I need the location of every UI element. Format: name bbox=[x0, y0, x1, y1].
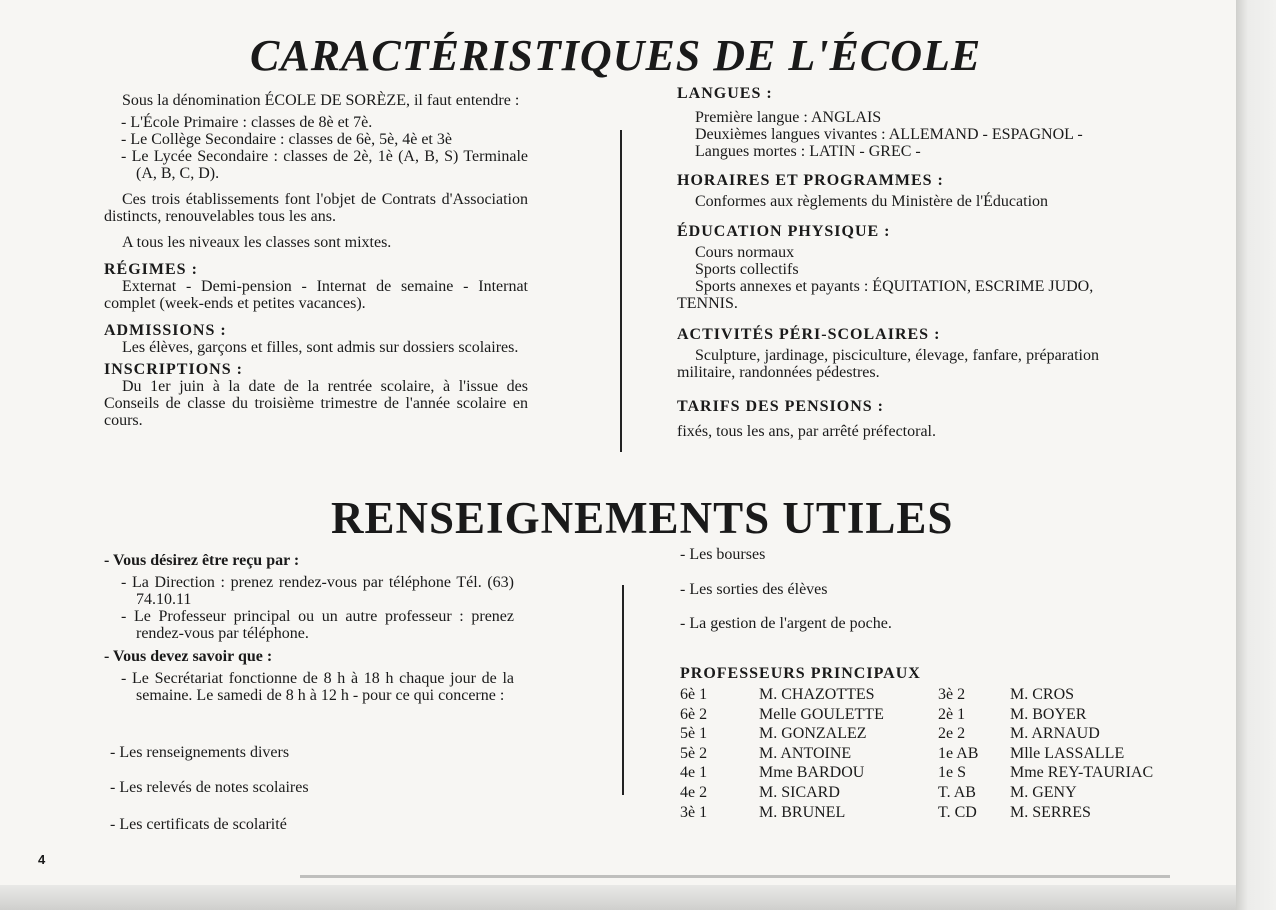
class-cell: 3è 2 bbox=[938, 686, 966, 703]
class-cell: 5è 1 bbox=[680, 725, 708, 743]
admissions-heading: ADMISSIONS : bbox=[104, 322, 227, 339]
teacher-cell: M. CROS bbox=[1010, 686, 1075, 703]
education-line3: Sports annexes et payants : ÉQUITATION, ESCRIME JUDO, TENNIS. bbox=[677, 278, 1094, 312]
intro-lead: Sous la dénomination ÉCOLE DE SORÈZE, il faut entendre : bbox=[122, 92, 520, 109]
teacher-cell: Mme REY-TAURIAC bbox=[1010, 764, 1154, 782]
list-item: - Les bourses bbox=[680, 546, 766, 563]
mixed-text: A tous les niveaux les classes sont mixtes. bbox=[122, 234, 392, 251]
education-line1: Cours normaux bbox=[695, 244, 795, 261]
regimes-text: Externat - Demi-pension - Internat de semaine - Internat complet (week-ends et petites vacances). bbox=[104, 278, 528, 312]
scan-smear bbox=[300, 875, 1170, 878]
contact-info bbox=[104, 552, 514, 704]
class-cell: 2e 2 bbox=[938, 725, 966, 743]
class-cell: T. CD bbox=[938, 803, 977, 821]
class-cell: 5è 2 bbox=[680, 744, 708, 762]
teacher-cell: M. GENY bbox=[1010, 783, 1077, 801]
teacher-cell: M. CHAZOTTES bbox=[759, 686, 875, 703]
class-cell: T. AB bbox=[938, 783, 976, 801]
activites-text: Sculpture, jardinage, pisciculture, élevage, fanfare, préparation militaire, randonnées pédestres. bbox=[677, 347, 1099, 381]
list-item: - Les certificats de scolarité bbox=[110, 816, 287, 833]
class-cell: 4e 2 bbox=[680, 783, 708, 801]
class-cell: 2è 1 bbox=[938, 705, 966, 723]
class-cell: 3è 1 bbox=[680, 803, 708, 821]
inscriptions-text: Du 1er juin à la date de la rentrée scolaire, à l'issue des Conseils de classe du troisième trimestre de l'année scolaire en cours. bbox=[104, 378, 528, 429]
list-item: - La gestion de l'argent de poche. bbox=[680, 615, 892, 632]
table-row bbox=[680, 725, 1100, 745]
page-number: 4 bbox=[38, 852, 46, 867]
teacher-cell: M. SERRES bbox=[1010, 803, 1091, 821]
horaires-heading: HORAIRES ET PROGRAMMES : bbox=[677, 172, 944, 189]
education-line2: Sports collectifs bbox=[695, 261, 799, 278]
section-title: RENSEIGNEMENTS UTILES bbox=[331, 493, 954, 543]
teacher-cell: Melle GOULETTE bbox=[759, 705, 884, 723]
recu-heading: - Vous désirez être reçu par : bbox=[104, 552, 300, 569]
page-bottom-edge bbox=[0, 885, 1236, 910]
list-item: - L'École Primaire : classes de 8è et 7è. bbox=[121, 114, 373, 131]
horaires-text: Conformes aux règlements du Ministère de l'Éducation bbox=[695, 193, 1049, 210]
left-column bbox=[104, 92, 528, 429]
table-row bbox=[680, 764, 1154, 784]
secretariat-text: - Le Secrétariat fonctionne de 8 h à 18 h chaque jour de la semaine. Le samedi de 8 h à 12 h - pour ce qui concerne : bbox=[121, 670, 514, 704]
langues-deuxiemes: Deuxièmes langues vivantes : ALLEMAND - ESPAGNOL - bbox=[695, 126, 1083, 143]
education-heading: ÉDUCATION PHYSIQUE : bbox=[677, 223, 891, 240]
contracts-text: Ces trois établissements font l'objet de Contrats d'Association distincts, renouvelables tous les ans. bbox=[104, 191, 528, 225]
langues-heading: LANGUES : bbox=[677, 85, 773, 102]
class-cell: 4e 1 bbox=[680, 764, 708, 782]
list-item: - Le Collège Secondaire : classes de 6è, 5è, 4è et 3è bbox=[121, 131, 452, 148]
teacher-cell: M. ANTOINE bbox=[759, 744, 852, 762]
admissions-text: Les élèves, garçons et filles, sont admis sur dossiers scolaires. bbox=[122, 339, 519, 356]
langues-premiere: Première langue : ANGLAIS bbox=[695, 109, 882, 126]
right-column bbox=[677, 85, 1099, 440]
professors-table bbox=[680, 665, 1154, 823]
activites-heading: ACTIVITÉS PÉRI-SCOLAIRES : bbox=[677, 326, 941, 343]
page-title: CARACTÉRISTIQUES DE L'ÉCOLE bbox=[250, 31, 982, 80]
table-row bbox=[680, 705, 1087, 726]
table-row bbox=[680, 686, 1075, 706]
teacher-cell: Mme BARDOU bbox=[759, 764, 865, 782]
column-divider-bottom bbox=[622, 585, 624, 795]
teacher-cell: M. SICARD bbox=[759, 783, 840, 801]
page-edge bbox=[1236, 0, 1276, 910]
class-cell: 6è 2 bbox=[680, 705, 708, 723]
tarifs-heading: TARIFS DES PENSIONS : bbox=[677, 398, 884, 415]
school-levels-list bbox=[104, 114, 528, 182]
teacher-cell: M. ARNAUD bbox=[1010, 725, 1100, 743]
class-cell: 6è 1 bbox=[680, 686, 708, 703]
savoir-heading: - Vous devez savoir que : bbox=[104, 648, 273, 665]
inscriptions-heading: INSCRIPTIONS : bbox=[104, 361, 243, 378]
list-item: - Le Lycée Secondaire : classes de 2è, 1è (A, B, S) Terminale (A, B, C, D). bbox=[121, 148, 528, 182]
list-item: - Les renseignements divers bbox=[110, 744, 290, 761]
table-row bbox=[680, 783, 1077, 804]
teacher-cell: M. BRUNEL bbox=[759, 803, 846, 821]
table-row bbox=[680, 803, 1091, 824]
teacher-cell: Mlle LASSALLE bbox=[1010, 744, 1125, 762]
direction-text: - La Direction : prenez rendez-vous par téléphone Tél. (63) 74.10.11 bbox=[121, 574, 514, 608]
column-divider-top bbox=[620, 130, 622, 452]
regimes-heading: RÉGIMES : bbox=[104, 261, 198, 278]
professors-rows bbox=[680, 686, 1154, 823]
list-item: - Les sorties des élèves bbox=[680, 581, 828, 598]
professors-heading: PROFESSEURS PRINCIPAUX bbox=[680, 665, 921, 682]
class-cell: 1e S bbox=[938, 764, 966, 782]
tarifs-text: fixés, tous les ans, par arrêté préfectoral. bbox=[677, 423, 936, 440]
teacher-cell: M. BOYER bbox=[1010, 705, 1087, 723]
class-cell: 1e AB bbox=[938, 744, 979, 762]
langues-mortes: Langues mortes : LATIN - GREC - bbox=[695, 143, 921, 160]
table-row bbox=[680, 744, 1125, 765]
professeur-text: - Le Professeur principal ou un autre professeur : prenez rendez-vous par téléphone. bbox=[121, 608, 514, 642]
list-item: - Les relevés de notes scolaires bbox=[110, 779, 309, 796]
teacher-cell: M. GONZALEZ bbox=[759, 725, 867, 743]
